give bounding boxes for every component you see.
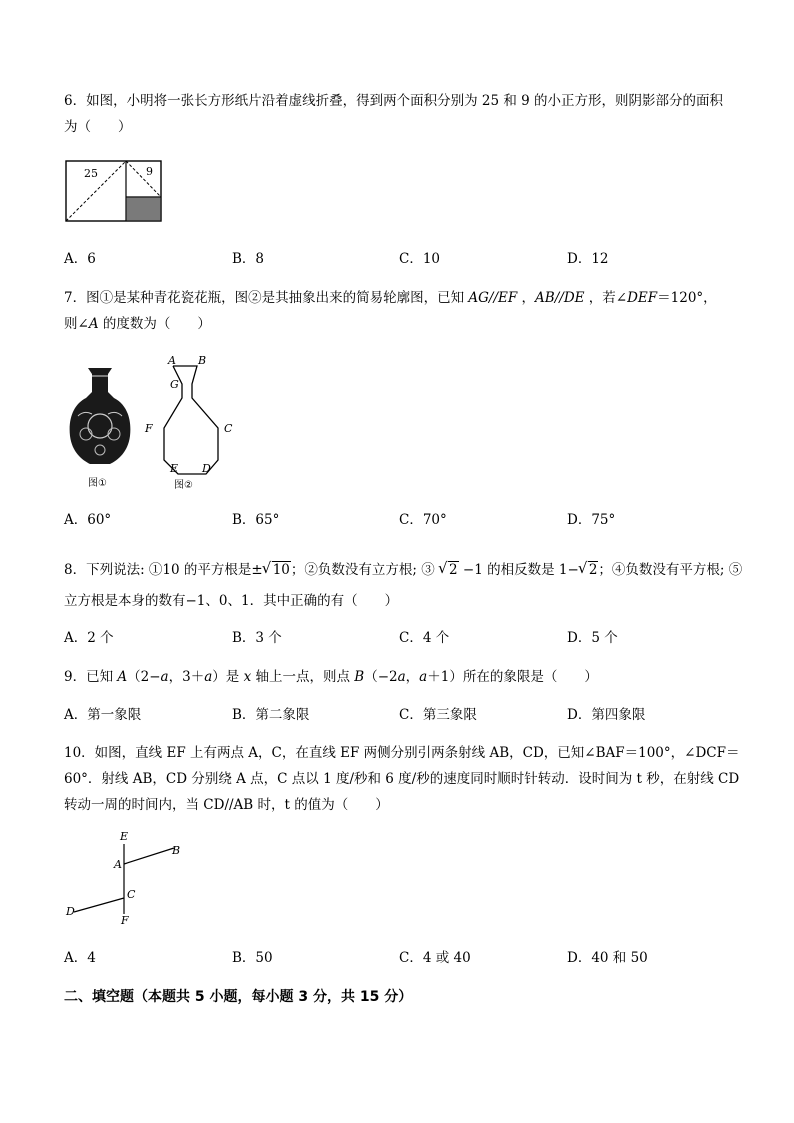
q6-stem-line1: 6．如图，小明将一张长方形纸片沿着虚线折叠，得到两个面积分别为 25 和 9 的小正方形，则阴影部分的面积 (64, 93, 724, 109)
q10-option-c[interactable]: C．4 或 40 (399, 950, 471, 966)
vase-outline-figure (142, 352, 242, 494)
q7-option-b[interactable]: B．65° (232, 512, 280, 528)
q7-option-a[interactable]: A．60° (64, 512, 112, 528)
q10-stem-line3: 转动一周的时间内，当 CD//AB 时，t 的值为（ ） (64, 797, 389, 813)
q10-option-b[interactable]: B．50 (232, 950, 273, 966)
q10-option-d[interactable]: D．40 和 50 (567, 950, 648, 966)
fig2-caption: 图② (174, 480, 193, 491)
svg-text:D: D (66, 905, 75, 918)
section-2-heading: 二、填空题（本题共 5 小题，每小题 3 分，共 15 分） (64, 989, 413, 1005)
svg-text:B: B (198, 354, 207, 367)
svg-text:C: C (127, 888, 136, 901)
q9-option-c[interactable]: C．第三象限 (399, 707, 477, 723)
svg-text:E: E (170, 462, 179, 475)
q10-option-a[interactable]: A．4 (64, 950, 96, 966)
fig1-caption: 图① (88, 478, 107, 489)
svg-text:A: A (168, 354, 176, 367)
svg-text:F: F (121, 914, 129, 927)
q9-stem: 9．已知 A（2−a，3＋a）是 x 轴上一点，则点 B（−2a，a＋1）所在的象限是（ ） (64, 669, 598, 685)
q7-option-c[interactable]: C．70° (399, 512, 447, 528)
label-25: 25 (84, 167, 98, 180)
q6-option-a[interactable]: A．6 (64, 251, 96, 267)
q6-option-d[interactable]: D．12 (567, 251, 609, 267)
q6-folded-paper-figure (64, 157, 164, 223)
vase-photo-figure (64, 364, 136, 490)
svg-text:E: E (120, 830, 129, 843)
q8-option-a[interactable]: A．2 个 (64, 630, 114, 646)
q8-stem-line2: 立方根是本身的数有−1、0、1．其中正确的有（ ） (64, 593, 399, 609)
q6-stem-line2: 为（ ） (64, 119, 132, 135)
q7-stem-line2: 则∠A 的度数为（ ） (64, 316, 211, 332)
label-9: 9 (146, 165, 153, 178)
q6-option-c[interactable]: C．10 (399, 251, 441, 267)
svg-text:C: C (224, 422, 233, 435)
svg-text:D: D (202, 462, 211, 475)
q9-option-b[interactable]: B．第二象限 (232, 707, 310, 723)
q9-option-a[interactable]: A．第一象限 (64, 707, 142, 723)
svg-text:B: B (172, 844, 181, 857)
q9-option-d[interactable]: D．第四象限 (567, 707, 646, 723)
q7-option-d[interactable]: D．75° (567, 512, 616, 528)
q7-stem-line1: 7．图①是某种青花瓷花瓶，图②是其抽象出来的简易轮廓图，已知 AG//EF ，AB//DE ，若∠DEF＝120°， (64, 290, 717, 306)
q10-stem-line2: 60°．射线 AB，CD 分别绕 A 点，C 点以 1 度/秒和 6 度/秒的速度同时顺时针转动．设时间为 t 秒，在射线 CD (64, 771, 740, 787)
q8-option-d[interactable]: D．5 个 (567, 630, 618, 646)
svg-text:G: G (170, 378, 179, 391)
q8-option-b[interactable]: B．3 个 (232, 630, 282, 646)
svg-text:A: A (114, 858, 122, 871)
svg-text:F: F (145, 422, 153, 435)
q10-rays-figure (64, 828, 194, 928)
q6-option-b[interactable]: B．8 (232, 251, 265, 267)
q10-stem-line1: 10．如图，直线 EF 上有两点 A，C，在直线 EF 两侧分别引两条射线 AB，CD，已知∠BAF＝100°，∠DCF＝ (64, 745, 740, 761)
q8-option-c[interactable]: C．4 个 (399, 630, 450, 646)
q8-stem-line1: 8．下列说法: ①10 的平方根是±√ 10；②负数没有立方根; ③ √ 2 −1 的相反数是 1−√ 2；④负数没有平方根; ⑤ (64, 561, 742, 579)
shaded-region (126, 197, 161, 221)
